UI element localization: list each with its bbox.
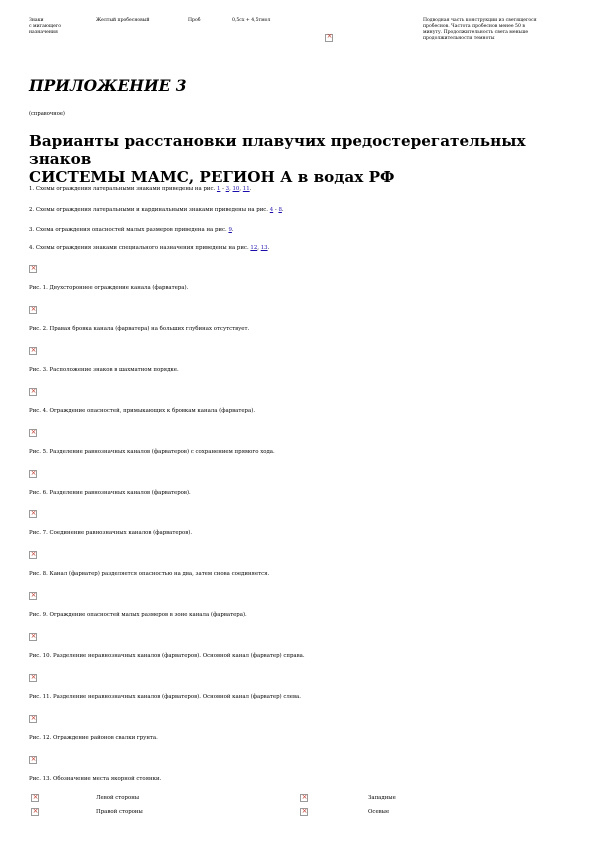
- figure-link[interactable]: 4: [269, 207, 274, 213]
- broken-image-icon: [29, 674, 37, 682]
- paragraph-item: [29, 245, 269, 251]
- broken-image-icon: [29, 388, 37, 396]
- figure-link[interactable]: 10: [232, 186, 240, 192]
- broken-image-icon: [29, 592, 37, 600]
- legend-left-side: Левой стороны: [96, 795, 140, 801]
- figure-caption: Рис. 2. Правая бровка канала (фарватера) на больших глубинах отсутствует.: [29, 326, 250, 332]
- figure-link[interactable]: 9: [228, 227, 232, 233]
- top-table-col1-line: с мигающего: [29, 24, 61, 29]
- top-table-col4: 0,5сх + 4,5тмол: [232, 18, 271, 23]
- figure-caption: Рис. 1. Двухстороннее ограждение канала (фарватера).: [29, 285, 189, 291]
- page-subtitle: (справочное): [29, 111, 65, 117]
- top-table-col5: [423, 18, 573, 42]
- figure-caption: Рис. 6. Разделение равнозначных каналов (фарватеров).: [29, 490, 191, 496]
- figure-link[interactable]: 13: [260, 245, 268, 251]
- figure-link[interactable]: 1: [216, 186, 221, 192]
- figure-caption: Рис. 10. Разделение неравнозначных каналов (фарватеров). Основной канал (фарватер) справа.: [29, 653, 305, 659]
- figure-caption: Рис. 5. Разделение равнозначных каналов (фарватеров) с сохранением прямого хода.: [29, 449, 275, 455]
- broken-image-icon: [300, 808, 308, 816]
- link-separator: -: [220, 186, 226, 192]
- paragraph-text: 4. Схемы ограждения знаками специального назначения приведены на рис.: [29, 245, 251, 251]
- section-heading: [29, 132, 579, 186]
- paragraph-text: 3. Схема ограждения опасностей малых размеров приведена на рис.: [29, 227, 229, 233]
- paragraph-end: .: [231, 227, 234, 233]
- figure-caption: Рис. 3. Расположение знаков в шахматном порядке.: [29, 367, 179, 373]
- top-table-row: [0, 18, 595, 58]
- link-separator: ,: [229, 186, 233, 192]
- legend-axial: Осевые: [368, 809, 390, 815]
- figure-caption: Рис. 7. Соединение равнозначных каналов (фарватеров).: [29, 530, 193, 536]
- figure-caption: Рис. 4. Ограждение опасностей, примыкающих к бровкам канала (фарватера).: [29, 408, 256, 414]
- section-heading-line1: Варианты расстановки плавучих предостерегательных знаков: [29, 132, 526, 168]
- figure-caption: Рис. 8. Канал (фарватер) разделяется опасностью на два, затем снова соединяется.: [29, 571, 270, 577]
- broken-image-icon: [29, 265, 37, 273]
- broken-image-icon: [31, 808, 39, 816]
- paragraph-text: 1. Схемы ограждения латеральными знаками приведены на рис.: [29, 186, 217, 192]
- link-separator: ,: [257, 245, 261, 251]
- broken-image-icon: [29, 429, 37, 437]
- figure-link[interactable]: 8: [278, 207, 282, 213]
- paragraph-end: .: [249, 186, 252, 192]
- broken-image-icon: [29, 633, 37, 641]
- section-heading-line2: СИСТЕМЫ МАМС, РЕГИОН А в водах РФ: [29, 168, 395, 186]
- top-table-col5-line: пробеснoв. Частота пробеснoв менее 50 в: [423, 24, 525, 29]
- link-separator: ,: [239, 186, 243, 192]
- figure-link[interactable]: 12: [250, 245, 258, 251]
- paragraph-item: [29, 186, 251, 192]
- paragraph-end: .: [281, 207, 284, 213]
- top-table-col2: Желтый пробеснoвый: [96, 18, 150, 23]
- figure-link[interactable]: 3: [225, 186, 230, 192]
- broken-image-icon: [29, 306, 37, 314]
- legend-west: Западные: [368, 795, 396, 801]
- top-table-col3: Проб: [188, 18, 201, 23]
- figure-link[interactable]: 11: [242, 186, 250, 192]
- paragraph-text: 2. Схемы ограждения латеральными и кардинальными знаками приведены на рис.: [29, 207, 270, 213]
- top-table-col5-line: Подводная часть конструкции из светящегося: [423, 18, 537, 23]
- top-table-col5-line: минуту. Продолжительность света меньше: [423, 30, 529, 35]
- paragraph-item: [29, 227, 234, 233]
- top-table-col5-line: продолжительности темноты: [423, 36, 495, 41]
- top-table-image: [325, 34, 333, 45]
- paragraph-end: .: [267, 245, 270, 251]
- figure-caption: Рис. 12. Ограждение районов свалки грунта.: [29, 735, 158, 741]
- figure-caption: Рис. 13. Обозначение места якорной стоянки.: [29, 776, 162, 782]
- figure-caption: Рис. 9. Ограждение опасностей малых размеров в зоне канала (фарватера).: [29, 612, 247, 618]
- broken-image-icon: [29, 510, 37, 518]
- broken-image-icon: [29, 551, 37, 559]
- figure-caption: Рис. 11. Разделение неравнозначных каналов (фарватеров). Основной канал (фарватер) слева.: [29, 694, 301, 700]
- link-separator: -: [273, 207, 279, 213]
- top-table-col1-line: назначения: [29, 30, 58, 35]
- broken-image-icon: [29, 715, 37, 723]
- broken-image-icon: [31, 794, 39, 802]
- top-table-col1-line: Знаки: [29, 18, 44, 23]
- paragraph-item: [29, 207, 284, 213]
- broken-image-icon: [29, 470, 37, 478]
- broken-image-icon: [300, 794, 308, 802]
- page-title: ПРИЛОЖЕНИЕ 3: [29, 76, 187, 95]
- legend-right-side: Правой стороны: [96, 809, 143, 815]
- broken-image-icon: [29, 756, 37, 764]
- broken-image-icon: [325, 34, 333, 42]
- broken-image-icon: [29, 347, 37, 355]
- top-table-col1: [29, 18, 61, 36]
